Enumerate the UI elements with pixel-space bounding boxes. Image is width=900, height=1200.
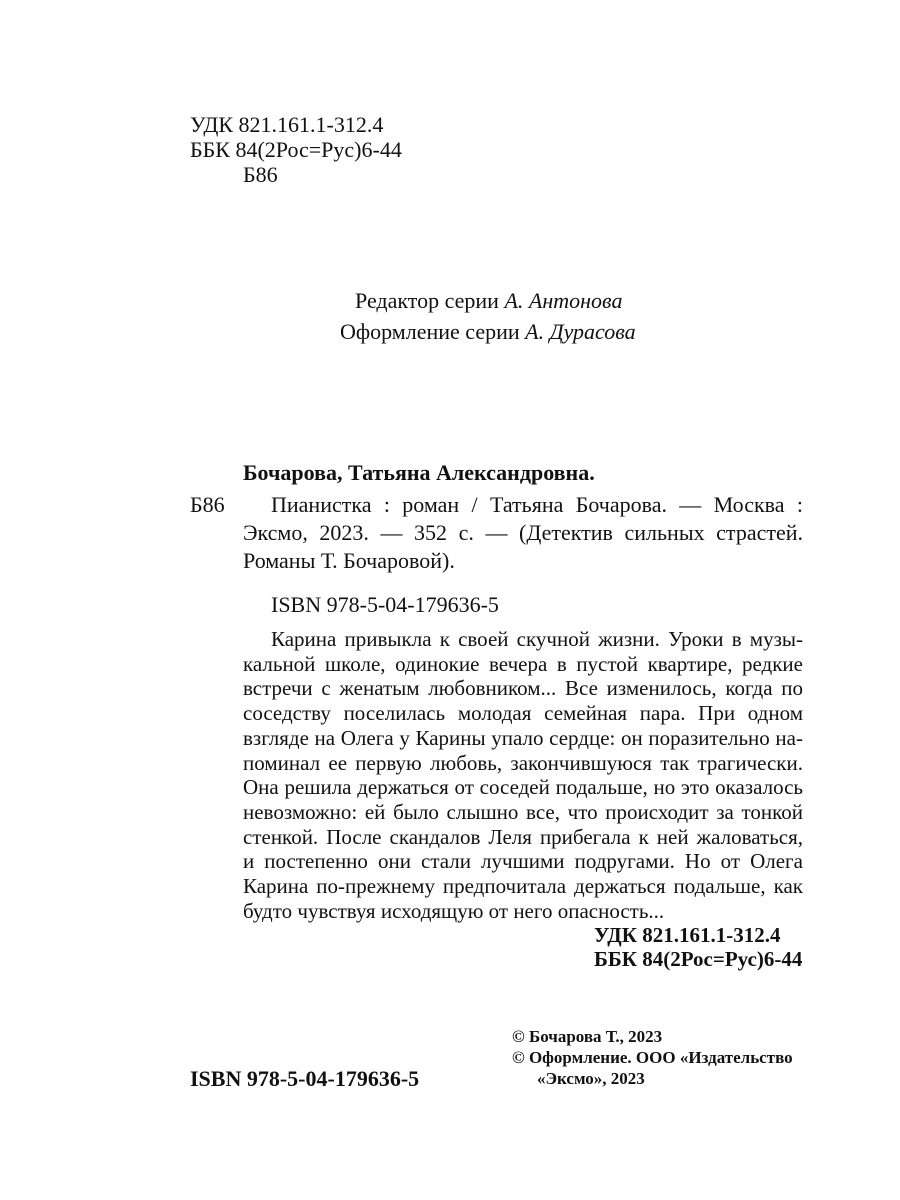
author-heading: Бочарова, Татьяна Александровна.	[243, 460, 595, 485]
annotation-line: стенкой. После скандалов Леля прибегала к ней жаловаться,	[243, 824, 803, 849]
footer-isbn: ISBN 978-5-04-179636-5	[190, 1066, 420, 1091]
record-author-mark: Б86	[190, 492, 225, 517]
bbk-code: ББК 84(2Рос=Рус)6-44	[190, 137, 402, 162]
copyright-author: © Бочарова Т., 2023	[512, 1027, 663, 1046]
udk-code: УДК 821.161.1-312.4	[190, 112, 384, 137]
description-line: Романы Т. Бочаровой).	[243, 548, 455, 573]
bibliographic-description	[243, 491, 803, 575]
annotation-line: соседству поселилась молодая семейная пара. При одном	[243, 701, 803, 726]
description-line: Эксмо, 2023. — 352 с. — (Детектив сильных страстей.	[243, 520, 803, 545]
annotation-line: поминал ее первую любовь, закончившуюся так трагически.	[243, 750, 803, 775]
annotation-line: Карина по-прежнему предпочитала держаться подальше, как	[243, 874, 803, 899]
annotation-line: и постепенно они стали лучшими подругами. Но от Олега	[243, 849, 803, 874]
series-design-label: Оформление серии	[340, 319, 520, 344]
author-mark: Б86	[243, 162, 278, 187]
copyright-design-line2: «Эксмо», 2023	[537, 1069, 645, 1088]
series-design-name: А. Дурасова	[525, 319, 636, 344]
series-editor-label: Редактор серии	[355, 288, 499, 313]
annotation-paragraph	[243, 627, 803, 923]
annotation-line: кальной школе, одинокие вечера в пустой квартире, редкие	[243, 651, 803, 676]
annotation-line: будто чувствуя исходящую от него опасность...	[243, 898, 665, 923]
series-editor-credit	[355, 288, 622, 314]
annotation-line: взгляде на Олега у Карины упало сердце: он поразительно на-	[243, 725, 803, 750]
series-editor-name: А. Антонова	[504, 288, 623, 313]
description-line: Пианистка : роман / Татьяна Бочарова. — Москва :	[271, 492, 803, 517]
annotation-line: Карина привыкла к своей скучной жизни. Уроки в музы-	[271, 627, 803, 651]
record-isbn: ISBN 978-5-04-179636-5	[271, 592, 499, 617]
bbk-code-bottom: ББК 84(2Рос=Рус)6-44	[594, 947, 803, 971]
udk-code-bottom: УДК 821.161.1-312.4	[594, 923, 781, 947]
annotation-line: встречи с женатым любовником... Все изменилось, когда по	[243, 676, 803, 701]
copyright-design-line1: © Оформление. ООО «Издательство	[512, 1048, 793, 1067]
series-design-credit	[340, 319, 636, 345]
annotation-line: невозможно: ей было слышно все, что происходит за тонкой	[243, 799, 803, 824]
annotation-line: Она решила держаться от соседей подальше, но это оказалось	[243, 775, 803, 800]
